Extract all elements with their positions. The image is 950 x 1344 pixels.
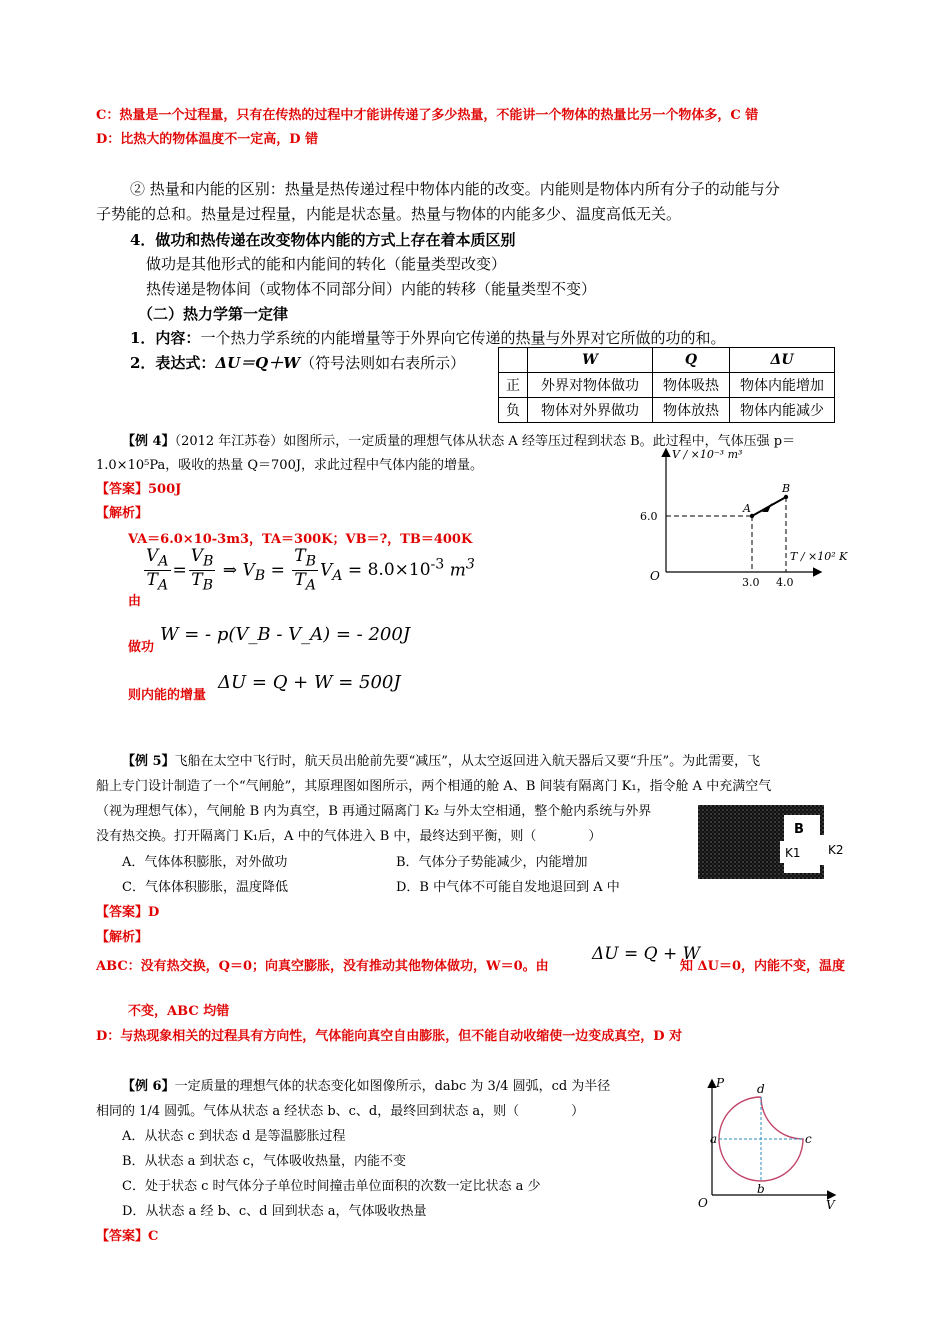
table-header: ΔU (730, 348, 835, 373)
ex6-option-a: A．从状态 c 到状态 d 是等温膨胀过程 (122, 1129, 346, 1144)
ex6-point-a: a (710, 1132, 718, 1146)
sign-table (498, 347, 835, 423)
table-cell: 负 (499, 398, 528, 423)
ex5-answer (96, 901, 159, 920)
table-cell: 物体内能增加 (730, 373, 835, 398)
section-4-line-1: 做功是其他形式的能和内能间的转化（能量类型改变） (146, 255, 507, 273)
ex4-analysis-label: 【解析】 (96, 506, 149, 521)
ex6-origin: O (698, 1196, 708, 1210)
prev-answer-c: C：热量是一个过程量，只有在传热的过程中才能讲传递了多少热量，不能讲一个物体的热量比另一个物体多，C 错 (96, 108, 759, 123)
content-label: 1．内容： (130, 329, 201, 347)
ex4-point-a: A (743, 502, 751, 515)
ex5-tag: 【例 5】 (122, 754, 175, 769)
ex4-x-tick-2: 4.0 (776, 576, 794, 589)
ex6-text-1: 一定质量的理想气体的状态变化如图像所示，dabc 为 3/4 圆弧，cd 为半径 (174, 1079, 611, 1094)
table-cell: 物体对外界做功 (528, 398, 653, 423)
ex4-by-label: 由 (128, 594, 142, 609)
ex6-option-d: D．从状态 a 经 b、c、d 回到状态 a，气体吸收热量 (122, 1204, 427, 1219)
table-cell: 外界对物体做功 (528, 373, 653, 398)
ex6-point-b: b (757, 1182, 765, 1196)
table-header-row (499, 348, 835, 373)
ex4-x-axis-label: T / ×10² K (790, 550, 848, 563)
ex5-line-2: 船上专门设计制造了一个“气闸舱”，其原理图如图所示，两个相通的舱 A、B 间装有隔离门 K₁，指令舱 A 中充满空气 (96, 779, 772, 794)
expr-label: 2．表达式： (130, 354, 216, 372)
table-row (499, 373, 835, 398)
ex6-answer-value: C (148, 1229, 159, 1244)
table-row (499, 398, 835, 423)
ex4-y-tick: 6.0 (640, 510, 658, 523)
ex4-work-label: 做功 (128, 640, 155, 655)
ex4-du-label: 则内能的增量 (128, 688, 207, 703)
ex4-du-formula: ΔU = Q + W = 500J (218, 672, 401, 693)
ex5-line-1 (122, 750, 760, 769)
table-cell: 物体内能减少 (730, 398, 835, 423)
first-law-content (130, 327, 725, 348)
ex4-answer (96, 478, 181, 497)
content-text: 一个热力学系统的内能增量等于外界向它传递的热量与外界对它所做的功的和。 (200, 329, 726, 347)
ex6-answer-label: 【答案】 (96, 1229, 149, 1244)
ex5-line-3: （视为理想气体），气闸舱 B 内为真空，B 再通过隔离门 K₂ 与外太空相通，整个舱内系统与外界 (96, 804, 652, 819)
ex4-ratio-formula: $\frac{V_A}{T_A}$ = $\frac{V_B}{T_B}$ ⇒ $V_B$ = $\frac{T_B}{T_A}$ $V_A = 8.0\times 10^{-3}$ $m^3$ (146, 546, 475, 594)
ex4-text-1: （2012 年江苏卷）如图所示，一定质量的理想气体从状态 A 经等压过程到状态 B。此过程中，气体压强 p＝ (174, 434, 796, 449)
ex5-option-c: C．气体体积膨胀，温度降低 (122, 880, 288, 895)
ex5-answer-value: D (148, 905, 160, 920)
table-header: Q (653, 348, 730, 373)
table-header (499, 348, 528, 373)
ex5-answer-label: 【答案】 (96, 905, 149, 920)
section-4-title: 4．做功和热传递在改变物体内能的方式上存在着本质区别 (130, 231, 516, 249)
ex4-work-formula: W = - p(V_B - V_A) = - 200J (160, 624, 411, 645)
ex5-option-d: D．B 中气体不可能自发地退回到 A 中 (396, 880, 620, 895)
ex4-y-axis-label: V / ×10⁻³ m³ (672, 448, 743, 461)
ex6-y-axis-label: P (716, 1076, 725, 1090)
expr-note: （符号法则如右表所示） (300, 354, 466, 372)
ex5-abc-formula: ΔU = Q + W (592, 944, 701, 964)
ex6-option-c: C．处于状态 c 时气体分子单位时间撞击单位面积的次数一定比状态 a 少 (122, 1179, 541, 1194)
ex4-vt-graph (630, 440, 860, 590)
ex6-point-c: c (805, 1132, 812, 1146)
ex5-label-b: B (794, 822, 804, 837)
ex4-given: VA＝6.0×10-3m3，TA＝300K；VB＝?，TB＝400K (128, 532, 473, 547)
ex6-pv-graph (690, 1075, 840, 1215)
first-law-heading: （二）热力学第一定律 (138, 305, 289, 323)
ex5-label-k2: K2 (828, 843, 844, 857)
ex6-tag: 【例 6】 (122, 1079, 175, 1094)
ex4-line-2: 1.0×10⁵Pa，吸收的热量 Q＝700J，求此过程中气体内能的增量。 (96, 458, 484, 473)
ex5-abc-line-a: ABC：没有热交换，Q＝0；向真空膨胀，没有推动其他物体做功，W＝0。由 (96, 959, 549, 974)
ex5-airlock-diagram (698, 805, 824, 879)
ex5-abc-line-c: 不变，ABC 均错 (128, 1004, 230, 1019)
ex5-option-a: A．气体体积膨胀，对外做功 (122, 855, 288, 870)
ex4-x-tick-1: 3.0 (742, 576, 760, 589)
ex5-abc-line-b: 知 ΔU＝0，内能不变，温度 (680, 959, 845, 974)
ex6-point-d: d (757, 1082, 765, 1096)
ex5-analysis-label: 【解析】 (96, 930, 149, 945)
table-cell: 物体吸热 (653, 373, 730, 398)
ex5-text-1: 飞船在太空中飞行时，航天员出舱前先要“减压”，从太空返回进入航天器后又要“升压”。为此需要，飞 (174, 754, 761, 769)
ex5-line-4: 没有热交换。打开隔离门 K₁后，A 中的气体进入 B 中，最终达到平衡，则（ ） (96, 829, 602, 844)
section-4-line-2: 热传递是物体间（或物体不同部分间）内能的转移（能量类型不变） (146, 280, 597, 298)
ex5-option-b: B．气体分子势能减少，内能增加 (396, 855, 588, 870)
ex5-label-k1: K1 (785, 846, 801, 860)
expr-formula: ΔU＝Q＋W (215, 354, 301, 372)
table-cell: 正 (499, 373, 528, 398)
ex5-d-line: D：与热现象相关的过程具有方向性，气体能向真空自由膨胀，但不能自动收缩使一边变成真空，D 对 (96, 1029, 683, 1044)
heat-energy-line-1: ② 热量和内能的区别：热量是热传递过程中物体内能的改变。内能则是物体内所有分子的动能与分 (130, 180, 780, 198)
ex4-tag: 【例 4】 (122, 434, 175, 449)
ex6-x-axis-label: V (826, 1198, 835, 1212)
ex4-origin: O (650, 569, 660, 583)
ex4-point-b: B (782, 482, 791, 495)
prev-answer-d: D：比热大的物体温度不一定高，D 错 (96, 132, 319, 147)
ex6-line-1 (122, 1075, 610, 1094)
ex6-option-b: B．从状态 a 到状态 c，气体吸收热量，内能不变 (122, 1154, 406, 1169)
first-law-expression (130, 352, 465, 373)
ex4-answer-value: 500J (148, 482, 182, 497)
table-cell: 物体放热 (653, 398, 730, 423)
table-header: W (528, 348, 653, 373)
ex6-answer (96, 1225, 158, 1244)
ex6-line-2: 相同的 1/4 圆弧。气体从状态 a 经状态 b、c、d，最终回到状态 a，则（ ） (96, 1104, 585, 1119)
heat-energy-line-2: 子势能的总和。热量是过程量，内能是状态量。热量与物体的内能多少、温度高低无关。 (96, 205, 682, 223)
ex4-answer-label: 【答案】 (96, 482, 149, 497)
